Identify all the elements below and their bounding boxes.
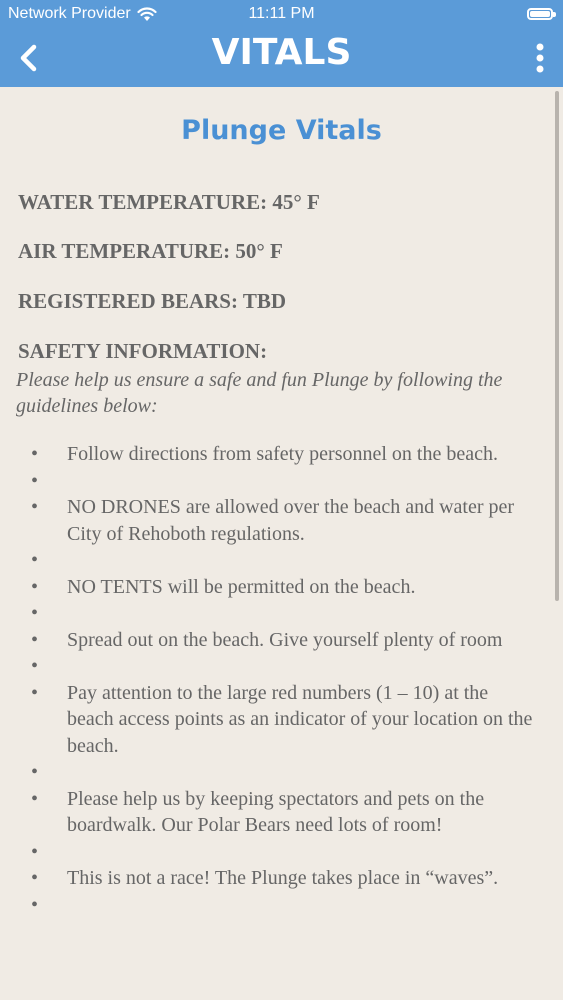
carrier-name: Network Provider (8, 5, 131, 22)
guideline-item (0, 839, 563, 866)
guideline-item (0, 892, 563, 919)
guideline-item: • NO DRONES are allowed over the beach and water per City of Rehoboth regulations. (0, 494, 563, 547)
water-temperature: WATER TEMPERATURE: 45° F (18, 190, 320, 214)
more-options-button[interactable] (533, 42, 547, 74)
guideline-item: • Spread out on the beach. Give yourself plenty of room (0, 627, 563, 654)
safety-intro: Please help us ensure a safe and fun Plunge by following the guidelines below: (16, 369, 503, 417)
battery-icon (527, 8, 553, 20)
guideline-item: • Please help us by keeping spectators and pets on the boardwalk. Our Polar Bears need lots of room! (0, 786, 563, 839)
status-time: 11:11 PM (248, 5, 315, 22)
guideline-item: • Follow directions from safety personnel on the beach. (0, 441, 563, 468)
guideline-item: • Pay attention to the large red numbers (1 – 10) at the beach access points as an indicator of your location on the beach. (0, 680, 563, 760)
nav-bar (0, 30, 563, 87)
page-title: Plunge Vitals (181, 115, 382, 146)
more-vertical-icon (537, 44, 544, 73)
content-scroll-area[interactable] (0, 87, 563, 1000)
registered-bears: REGISTERED BEARS: TBD (18, 289, 287, 313)
guidelines-list (0, 441, 563, 918)
guideline-item: • This is not a race! The Plunge takes place in “waves”. (0, 865, 563, 892)
guideline-item (0, 600, 563, 627)
guideline-item (0, 547, 563, 574)
nav-title: VITALS (211, 32, 352, 73)
guideline-item (0, 653, 563, 680)
air-temperature: AIR TEMPERATURE: 50° F (18, 239, 283, 263)
guideline-item: • NO TENTS will be permitted on the beach. (0, 574, 563, 601)
status-bar (0, 0, 563, 30)
battery-level (530, 11, 550, 17)
guideline-item (0, 468, 563, 495)
safety-heading: SAFETY INFORMATION: (18, 339, 268, 363)
guideline-item (0, 759, 563, 786)
